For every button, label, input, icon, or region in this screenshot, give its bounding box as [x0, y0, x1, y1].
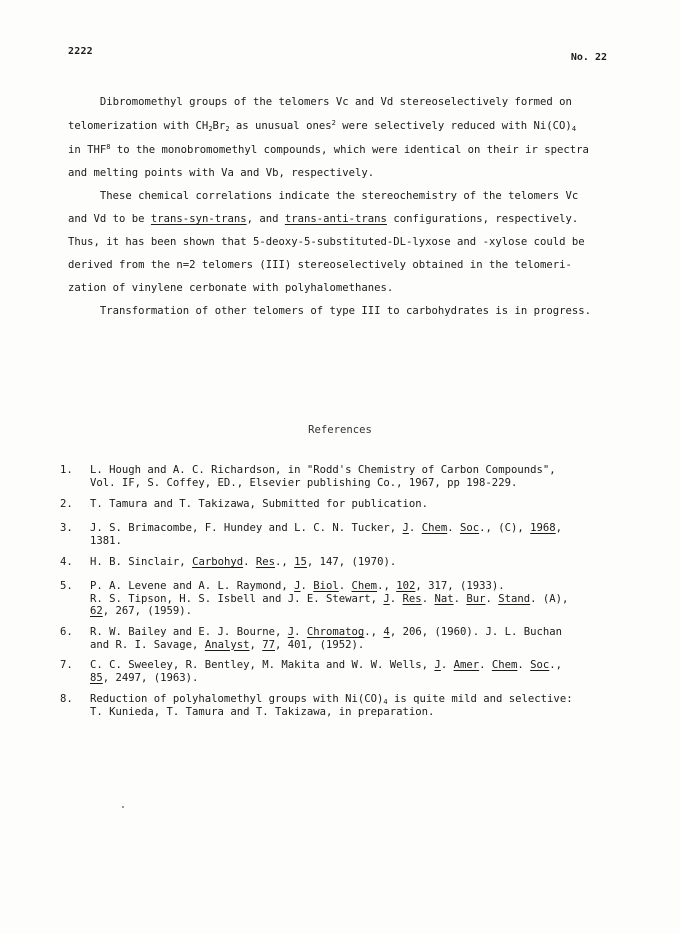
reference-number: 4. [60, 556, 73, 568]
text-run: . [479, 659, 492, 671]
text-run: , 147, (1970). [306, 556, 397, 568]
citation-superscript: 8 [106, 143, 111, 151]
underlined-term: Analyst [204, 638, 250, 651]
text-run: , [249, 638, 263, 651]
text-run: ., [377, 580, 397, 592]
text-run: C. C. Sweeley, R. Bentley, M. Makita and W. W. Wells, [90, 659, 435, 671]
underlined-term: Soc [530, 659, 550, 671]
reference-text [90, 580, 568, 618]
underlined-term: Res [255, 556, 275, 568]
text-run: , 2497, (1963). [102, 671, 199, 684]
text-run: , 317, (1933). [415, 580, 505, 592]
reference-number: 1. [60, 464, 73, 476]
underlined-term: 1968 [530, 522, 556, 534]
text-run: . [453, 592, 467, 605]
reference-line: Vol. IF, S. Coffey, ED., Elsevier publishing Co., 1967, pp 198-229. [90, 476, 518, 489]
underlined-term: Carbohyd [192, 556, 244, 568]
reference-number: 2. [60, 498, 73, 510]
reference-text [90, 556, 396, 569]
text-run: . [300, 580, 314, 592]
underlined-term: Stand [498, 592, 531, 605]
text-run: and Vd to be [68, 213, 151, 225]
paragraph-2-line-4: derived from the n=2 telomers (III) stereoselectively obtained in the telomeri- [68, 259, 572, 271]
text-run: . [447, 522, 460, 534]
text-run: were selectively reduced with Ni(CO) [335, 120, 572, 132]
text-run: as unusual ones [229, 120, 332, 132]
text-run: . [408, 522, 422, 534]
underlined-term: Nat [434, 592, 454, 605]
underlined-term: Res [402, 592, 422, 605]
issue-number: No. 22 [570, 52, 607, 63]
text-run: , 267, (1959). [102, 605, 193, 617]
text-run: , and [246, 213, 285, 225]
underlined-term: Amer [453, 659, 480, 671]
reference-text [90, 522, 562, 547]
text-run: . [440, 659, 454, 671]
text-run: ., (C), [479, 522, 531, 534]
underlined-term: J [287, 626, 295, 638]
reference-line [90, 593, 568, 606]
paragraph-1-line-2 [68, 120, 613, 133]
underlined-term: 62 [90, 605, 103, 617]
underlined-term: Bur [466, 592, 486, 605]
subscript: 4 [383, 698, 388, 706]
underlined-term: 15 [294, 556, 307, 568]
underlined-term: J [402, 522, 409, 534]
reference-line [90, 605, 568, 618]
text-run: . [517, 659, 531, 671]
text-run: . [389, 592, 403, 605]
citation-superscript: 2 [331, 119, 336, 127]
reference-number: 5. [60, 580, 73, 592]
reference-line [90, 626, 562, 639]
underlined-term: Chem [421, 522, 448, 534]
text-run: H. B. Sinclair, [90, 556, 193, 568]
text-run: Br [212, 120, 226, 132]
text-run: ., [364, 626, 384, 638]
paragraph-3-line-1: Transformation of other telomers of type III to carbohydrates is in progress. [68, 305, 591, 317]
underlined-term: 85 [90, 671, 103, 684]
reference-line: T. Kunieda, T. Tamura and T. Takizawa, in preparation. [90, 705, 435, 718]
reference-text [90, 626, 562, 651]
text-run: . [338, 580, 352, 592]
references-heading: References [308, 424, 372, 436]
text-run: , [555, 522, 563, 534]
underlined-term: Soc [459, 522, 480, 534]
stray-mark [122, 806, 124, 808]
text-run: . [243, 556, 256, 568]
paragraph-2-line-5: zation of vinylene cerbonate with polyhalomethanes. [68, 282, 394, 294]
underlined-term: 102 [396, 580, 416, 592]
text-run: Reduction of polyhalomethyl groups with Ni(CO) [90, 693, 384, 705]
paragraph-2-line-2 [68, 213, 613, 226]
text-run: R. S. Tipson, H. S. Isbell and J. E. Stewart, [90, 592, 384, 605]
paragraph-2-line-3: Thus, it has been shown that 5-deoxy-5-substituted-DL-lyxose and -xylose could be [68, 236, 585, 248]
reference-number: 6. [60, 626, 73, 638]
reference-line: T. Tamura and T. Takizawa, Submitted for publication. [90, 498, 429, 510]
reference-line: 1381. [90, 534, 122, 547]
underlined-term: Chromatog [306, 626, 365, 638]
text-run: configurations, respectively. [386, 213, 579, 225]
reference-line [90, 659, 562, 672]
text-run: , 401, (1952). [275, 638, 365, 651]
paragraph-1-line-1: Dibromomethyl groups of the telomers Vc and Vd stereoselectively formed on [68, 96, 572, 108]
text-run: . [294, 626, 307, 638]
reference-line [90, 580, 568, 593]
paragraph-1-line-4: and melting points with Va and Vb, respectively. [68, 167, 375, 179]
reference-line [90, 672, 562, 685]
reference-line [90, 639, 562, 652]
text-run: . [421, 592, 435, 605]
underlined-term: trans-anti-trans [284, 213, 387, 225]
reference-line [90, 556, 396, 569]
reference-line: L. Hough and A. C. Richardson, in "Rodd's Chemistry of Carbon Compounds", [90, 464, 556, 476]
underlined-term: J [294, 580, 301, 592]
text-run: and R. I. Savage, [90, 638, 205, 651]
text-run: in THF [68, 144, 107, 156]
text-run: is quite mild and selective: [387, 693, 573, 705]
text-run: to the monobromomethyl compounds, which were identical on their ir spectra [110, 144, 589, 156]
subscript: 2 [225, 125, 230, 133]
text-run: , 206, (1960). J. L. Buchan [389, 626, 563, 638]
text-run: telomerization with CH [68, 120, 209, 132]
paragraph-2-line-1: These chemical correlations indicate the stereochemistry of the telomers Vc [68, 190, 579, 202]
reference-text [90, 693, 573, 718]
underlined-term: Chem [351, 580, 378, 592]
underlined-term: 77 [262, 638, 275, 651]
subscript: 2 [208, 125, 213, 133]
reference-line [90, 693, 573, 706]
paragraph-1-line-3 [68, 144, 613, 157]
reference-number: 7. [60, 659, 73, 671]
reference-text [90, 659, 562, 684]
text-run: ., [275, 556, 295, 568]
underlined-term: J [434, 659, 441, 671]
text-run: J. S. Brimacombe, F. Hundey and L. C. N. Tucker, [90, 522, 403, 534]
text-run: . (A), [530, 592, 569, 605]
reference-text [90, 498, 428, 511]
text-run: R. W. Bailey and E. J. Bourne, [90, 626, 288, 638]
underlined-term: 4 [383, 626, 390, 638]
text-run: . [485, 592, 499, 605]
page-number: 2222 [68, 46, 93, 57]
underlined-term: J [383, 592, 390, 605]
reference-text [90, 464, 556, 489]
reference-number: 3. [60, 522, 73, 534]
text-run: P. A. Levene and A. L. Raymond, [90, 580, 295, 592]
underlined-term: Biol [313, 580, 339, 592]
underlined-term: trans-syn-trans [150, 213, 247, 225]
text-run: ., [549, 659, 563, 671]
reference-number: 8. [60, 693, 73, 705]
subscript: 4 [571, 125, 577, 133]
reference-line [90, 522, 562, 535]
underlined-term: Chem [491, 659, 518, 671]
